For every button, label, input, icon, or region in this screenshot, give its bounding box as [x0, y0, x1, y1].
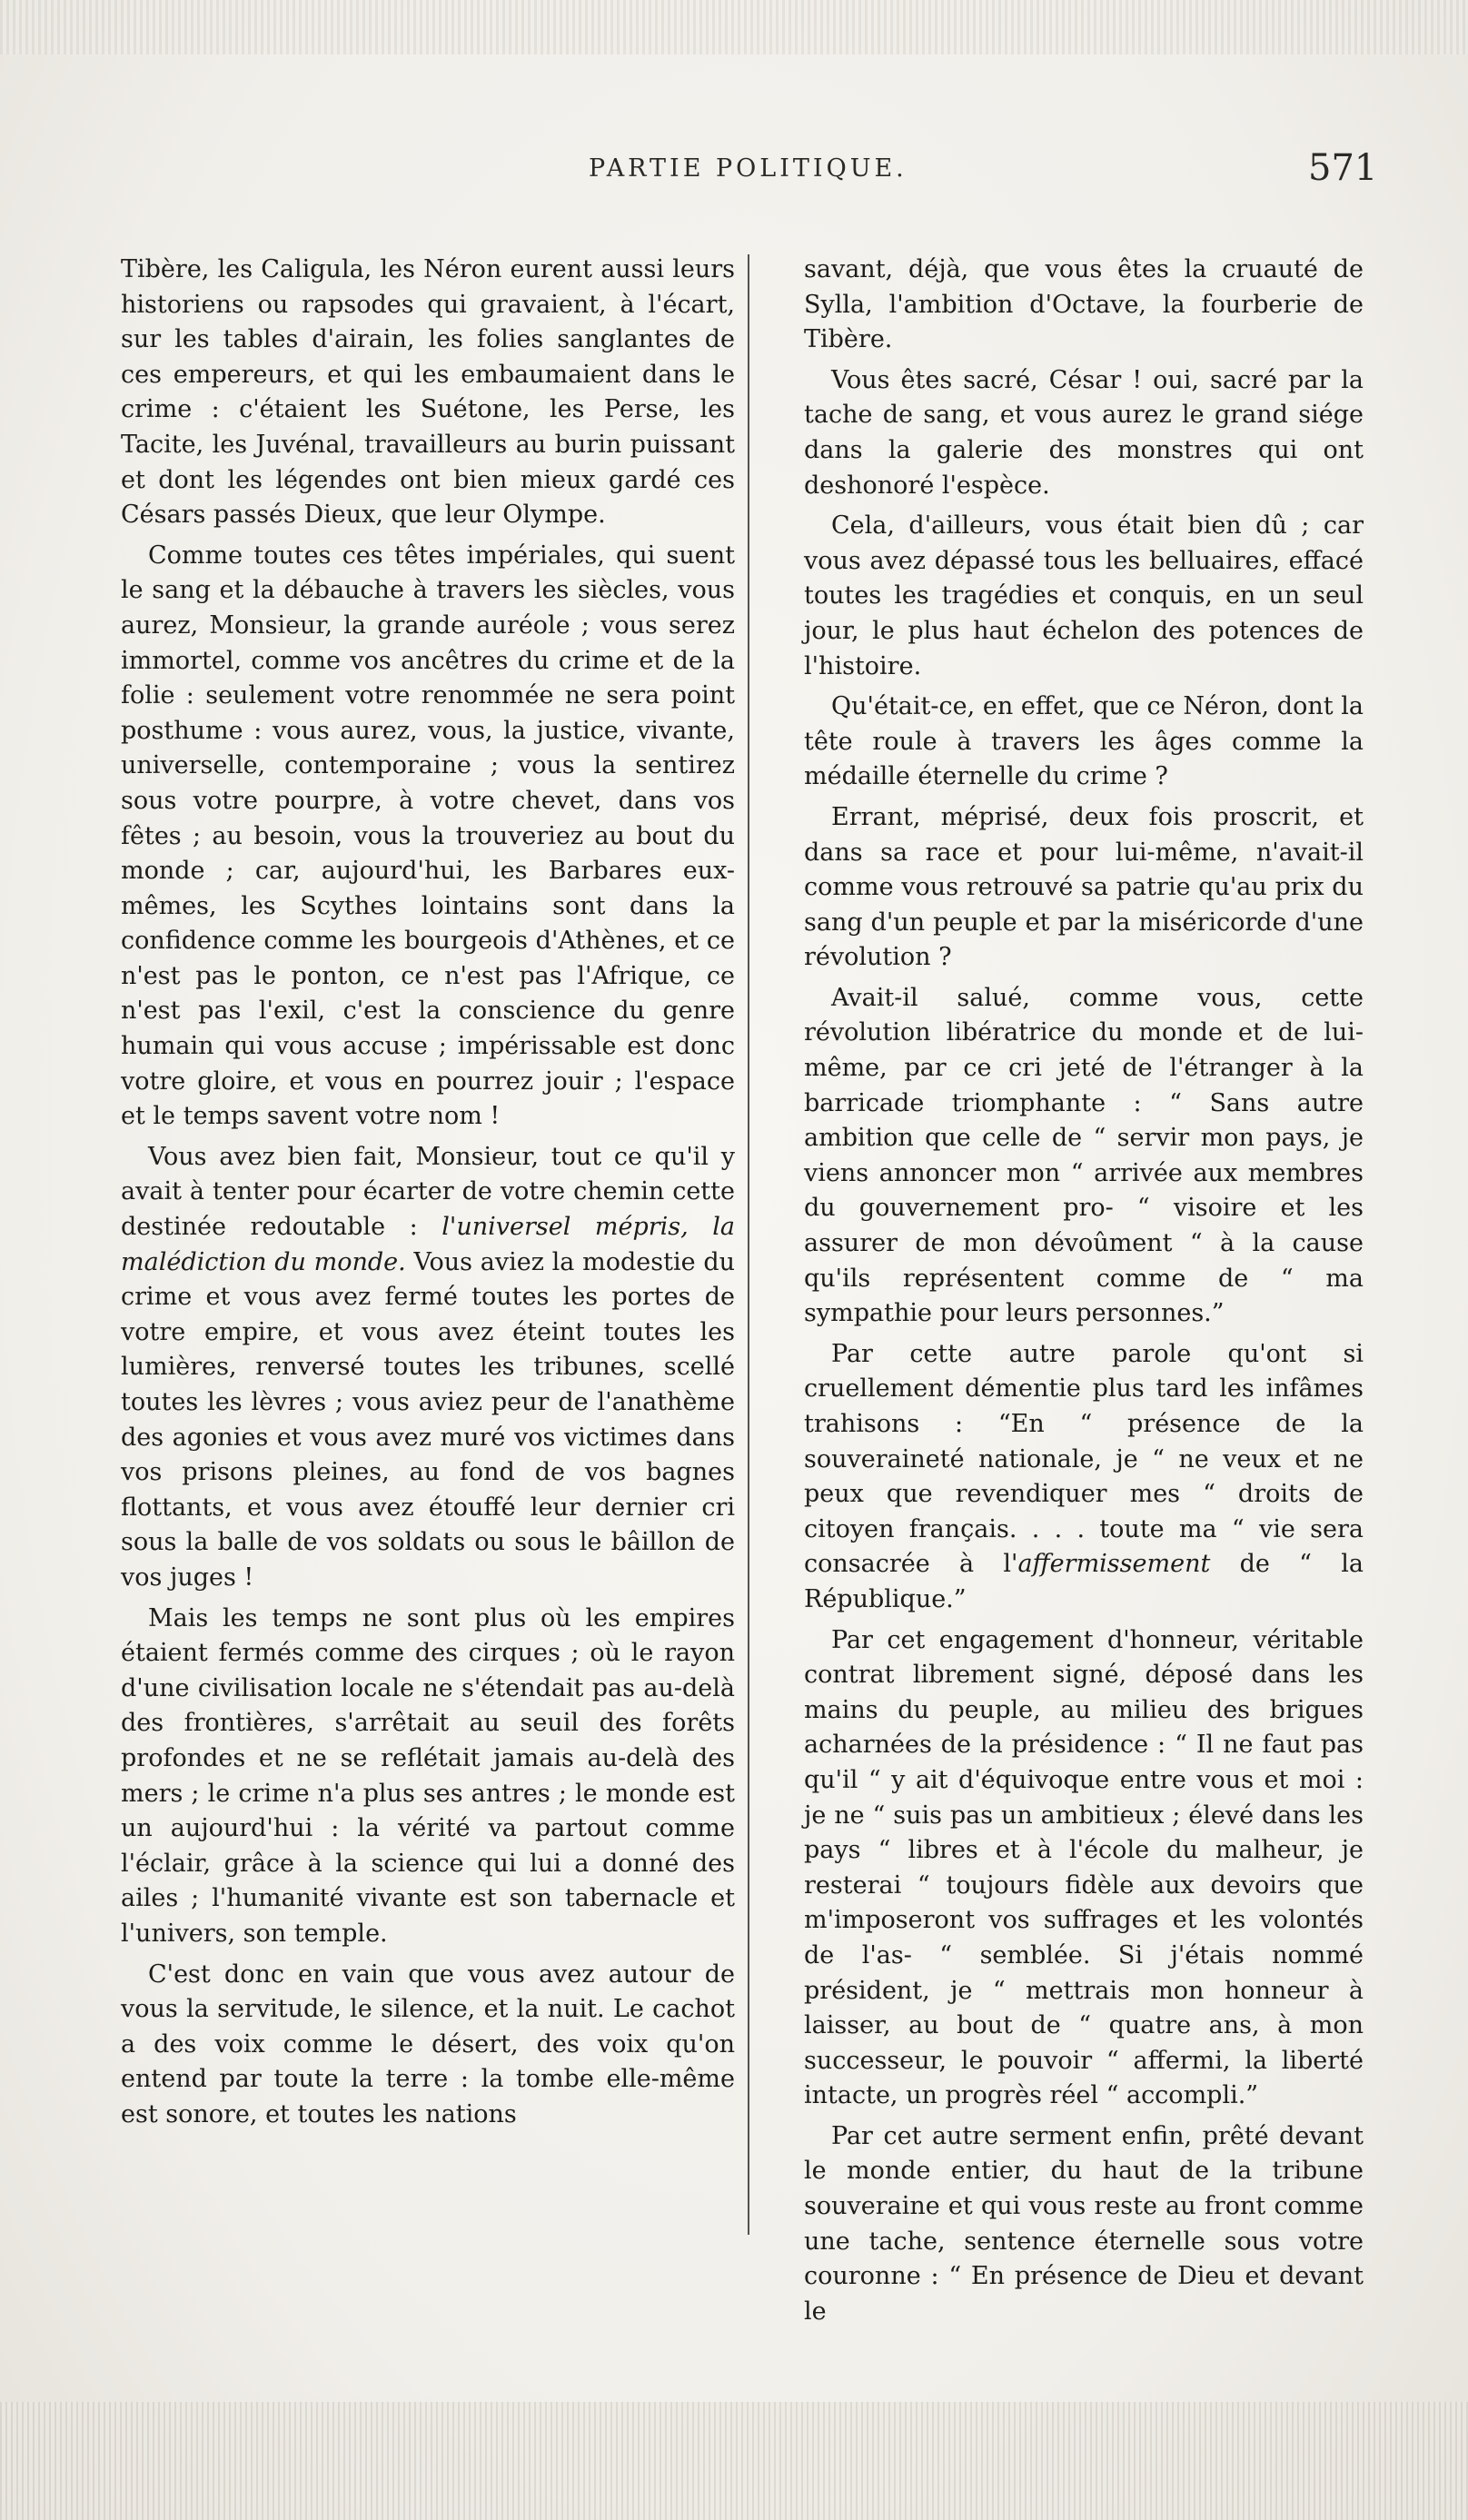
paragraph: Vous êtes sacré, César ! oui, sacré par la tache de sang, et vous aurez le grand siége dans la galerie des monstres qui ont deshonoré l'espèce. — [804, 365, 1364, 500]
page-edge-top — [0, 0, 1468, 55]
running-head: PARTIE POLITIQUE. — [589, 154, 908, 183]
paragraph: C'est donc en vain que vous avez autour de vous la servitude, le silence, et la nuit. Le cachot a des voix comme le désert, des voix qu'on entend par toute la terre : la tombe elle-même est sonore, et toutes les nations — [121, 1959, 735, 2128]
paragraph: Avait-il salué, comme vous, cette révolution libératrice du monde et de lui-même, par ce cri jeté de l'étranger à la barricade triomphante : “ Sans autre ambition que celle de “ servir mon pays, je viens annoncer mon “ arrivée aux membres du gouvernement pro- “ visoire et les assurer de mon dévoûment “ à la cause qu'ils représentent comme de “ ma sympathie pour leurs personnes.” — [804, 983, 1364, 1328]
paragraph — [804, 1337, 1364, 1618]
paragraph: savant, déjà, que vous êtes la cruauté de Sylla, l'ambition d'Octave, la fourberie de Tibère. — [804, 255, 1364, 354]
italic-phrase: l'universel mépris, la malédiction du monde. — [121, 1213, 736, 1276]
paragraph-text: Vous aviez la modestie du crime et vous avez fermé toutes les portes de votre empire, et vous avez éteint toutes les lumières, renversé toutes les tribunes, scellé toutes les lèvres ; vous aviez peur de l'anathème des agonies et vous avez muré vos victimes dans vos prisons pleines, au fond de vos bagnes flottants, et vous avez étouffé leur dernier cri sous la balle de vos soldats ou sous le bâillon de vos juges ! — [121, 1247, 735, 1592]
paragraph-text: de “ la République.” — [804, 1550, 1364, 1613]
paragraph: Par cet autre serment enfin, prêté devant le monde entier, du haut de la tribune souveraine et qui vous reste au front comme une tache, sentence éternelle sous votre couronne : “ En présence de Dieu et devant le — [804, 2121, 1364, 2326]
left-column — [121, 253, 735, 2242]
paragraph: Mais les temps ne sont plus où les empires étaient fermés comme des cirques ; où le rayon d'une civilisation locale ne s'étendait pas au-delà des frontières, s'arrêtait au seuil des forêts profondes et ne se reflétait jamais au-delà des mers ; le crime n'a plus ses antres ; le monde est un aujourd'hui : la vérité va partout comme l'éclair, grâce à la science qui lui a donné des ailes ; l'humanité vivante est son tabernacle et l'univers, son temple. — [121, 1603, 735, 1948]
paragraph: Errant, méprisé, deux fois proscrit, et dans sa race et pour lui-même, n'avait-il comme vous retrouvé sa patrie qu'au prix du sang d'un peuple et par la miséricorde d'une révolution ? — [804, 802, 1364, 972]
paragraph: Cela, d'ailleurs, vous était bien dû ; car vous avez dépassé tous les belluaires, effacé toutes les tragédies et conquis, en un seul jour, le plus haut échelon des potences de l'histoire. — [804, 511, 1364, 680]
page-edge-bottom — [0, 2402, 1468, 2520]
paragraph: Qu'était-ce, en effet, que ce Néron, dont la tête roule à travers les âges comme la médaille éternelle du crime ? — [804, 692, 1364, 791]
paragraph-text: Par cette autre parole qu'ont si cruellement démentie plus tard les infâmes trahisons : “En “ présence de la souveraineté nationale, je “ ne veux et ne peux que revendiquer mes “ droits de citoyen français. . . . toute ma “ vie sera consacrée à l' — [804, 1339, 1364, 1579]
column-rule — [748, 254, 749, 2235]
paragraph: Comme toutes ces têtes impériales, qui suent le sang et la débauche à travers les siècles, vous aurez, Monsieur, la grande auréole ; vous serez immortel, comme vos ancêtres du crime et de la folie : seulement votre renommée ne sera point posthume : vous aurez, vous, la justice, vivante, universelle, contemporaine ; vous la sentirez sous votre pourpre, à votre chevet, dans vos fêtes ; au besoin, vous la trouveriez au bout du monde ; car, aujourd'hui, les Barbares eux-mêmes, les Scythes lointains sont dans la confidence comme les bourgeois d'Athènes, et ce n'est pas le ponton, ce n'est pas l'Afrique, ce n'est pas l'exil, c'est la conscience du genre humain qui vous accuse ; impérissable est donc votre gloire, et vous en pourrez jouir ; l'espace et le temps savent votre nom ! — [121, 541, 735, 1131]
page-header — [0, 147, 1468, 202]
page-number: 571 — [1308, 147, 1378, 189]
paragraph: Par cet engagement d'honneur, véritable contrat librement signé, déposé dans les mains du peuple, au milieu des brigues acharnées de la présidence : “ Il ne faut pas qu'il “ y ait d'équivoque entre vous et moi : je ne “ suis pas un ambitieux ; élevé dans les pays “ libres et à l'école du malheur, je resterai “ toujours fidèle aux devoirs que m'imposeront vos suffrages et les volontés de l'as- “ semblée. Si j'étais nommé président, je “ mettrais mon honneur à laisser, au bout de “ quatre ans, à mon successeur, le pouvoir “ affermi, la liberté intacte, un progrès réel “ accompli.” — [804, 1625, 1364, 2110]
italic-word: affermissement — [1017, 1550, 1211, 1579]
right-column — [804, 253, 1364, 2326]
paragraph — [121, 1140, 735, 1596]
paragraph: Tibère, les Caligula, les Néron eurent aussi leurs historiens ou rapsodes qui gravaient, à l'écart, sur les tables d'airain, les folies sanglantes de ces empereurs, et qui les embaumaient dans le crime : c'étaient les Suétone, les Perse, les Tacite, les Juvénal, travailleurs au burin puissant et dont les légendes ont bien mieux gardé ces Césars passés Dieux, que leur Olympe. — [121, 255, 735, 530]
paragraph-text: Vous avez bien fait, Monsieur, tout ce qu'il y avait à tenter pour écarter de votre chemin cette destinée redoutable : — [121, 1142, 735, 1242]
